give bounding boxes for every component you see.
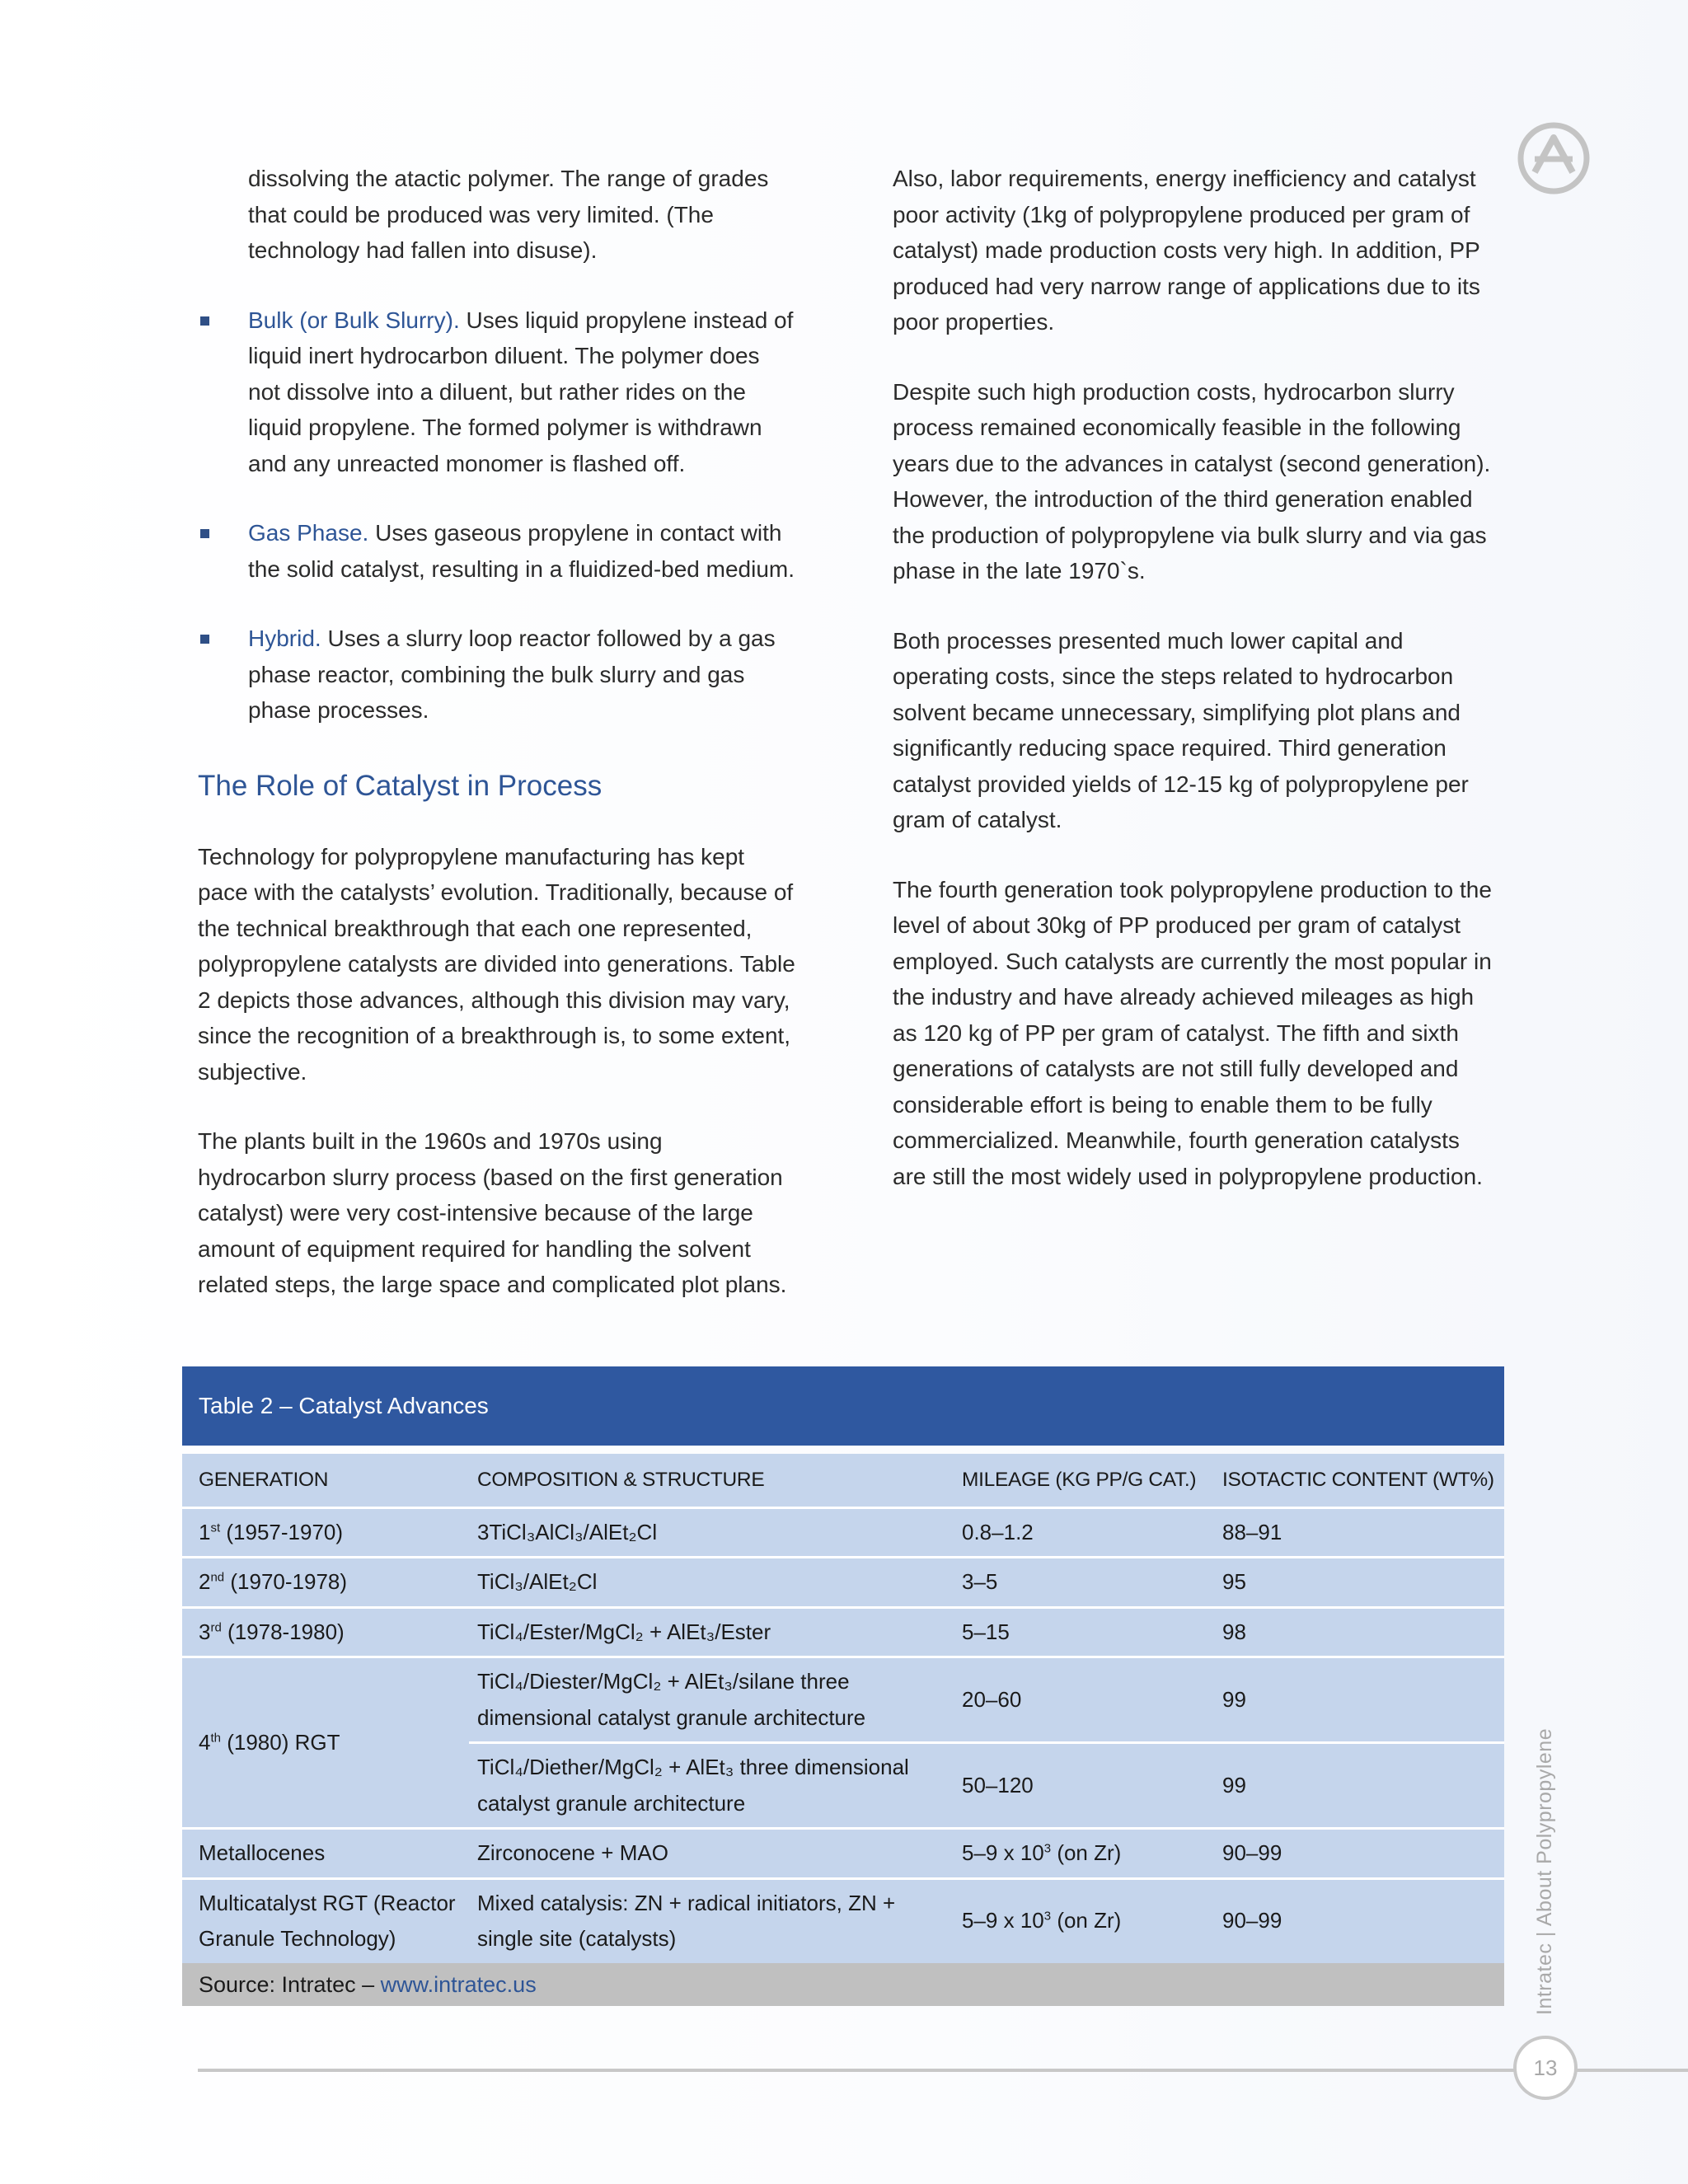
left-column: [198, 161, 795, 1303]
generation-cell: 4th (1980) RGT: [182, 1657, 469, 1829]
mileage-cell: 5–9 x $10^3$ (on Zr): [954, 1829, 1214, 1879]
mileage-cell: 0.8–1.2: [954, 1507, 1214, 1558]
table-header-row: [182, 1454, 1504, 1507]
isotactic-cell: 90–99: [1214, 1829, 1504, 1879]
composition-cell: TiCl₄/Diether/MgCl₂ + AlEt₃ three dimensional catalyst granule architecture: [469, 1743, 954, 1829]
mileage-cell: 50–120: [954, 1743, 1214, 1829]
column-header: COMPOSITION & STRUCTURE: [469, 1454, 954, 1507]
table-row: [182, 1657, 1504, 1743]
bullet-term: Bulk (or Bulk Slurry).: [248, 307, 460, 333]
bullet-term: Hybrid.: [248, 626, 321, 651]
bullet-square-icon: [200, 529, 209, 538]
table-row: [182, 1507, 1504, 1558]
mileage-cell: 5–15: [954, 1607, 1214, 1657]
paragraph: Despite such high production costs, hydrocarbon slurry process remained economically feasible in the following years due to the advances in catalyst (second generation). However, the introduction of the third generation enabled the production of polypropylene via bulk slurry and via gas phase in the late 1970`s.: [893, 378, 1491, 583]
generation-cell: Multicatalyst RGT (Reactor Granule Technology): [182, 1878, 469, 1963]
sidebar-label: Intratec | About Polypropylene: [1533, 1727, 1556, 2015]
table-row: [182, 1829, 1504, 1879]
composition-cell: TiCl₄/Diester/MgCl₂ + AlEt₃/silane three dimensional catalyst granule architecture: [469, 1657, 954, 1743]
paragraph: Both processes presented much lower capital and operating costs, since the steps related to hydrocarbon solvent became unnecessary, simplifying plot plans and significantly reducing space required. Third generation catalyst provided yields of 12-15 kg of polypropylene per gram of catalyst.: [893, 627, 1469, 832]
table-source: [182, 1963, 1504, 2006]
column-header: GENERATION: [182, 1454, 469, 1507]
paragraph: Also, labor requirements, energy inefficiency and catalyst poor activity (1kg of polypropylene produced per gram of catalyst) made production costs very high. In addition, PP produced had very narrow range of applications due to its poor properties.: [893, 166, 1480, 335]
bullet-text: Uses liquid propylene instead of liquid inert hydrocarbon diluent. The polymer does not dissolve into a diluent, but rather rides on the liquid propylene. The formed polymer is withdrawn and any unreacted monomer is flashed off.: [248, 307, 794, 476]
bullet-text: Uses gaseous propylene in contact with the solid catalyst, resulting in a fluidized-bed medium.: [248, 520, 795, 582]
page-number: 13: [1513, 2036, 1578, 2100]
intratec-logo-icon: [1517, 121, 1591, 195]
bullet-bulk: [198, 302, 795, 482]
column-header: MILEAGE (KG PP/G CAT.): [954, 1454, 1214, 1507]
bullet-square-icon: [200, 316, 209, 326]
composition-cell: Mixed catalysis: ZN + radical initiators, ZN + single site (catalysts): [469, 1878, 954, 1963]
isotactic-cell: 95: [1214, 1558, 1504, 1608]
section-heading: The Role of Catalyst in Process: [198, 769, 603, 802]
bullet-hybrid: [198, 621, 795, 729]
mileage-cell: 5–9 x $10^3$ (on Zr): [954, 1878, 1214, 1963]
mileage-cell: 20–60: [954, 1657, 1214, 1743]
isotactic-cell: 98: [1214, 1607, 1504, 1657]
paragraph: Technology for polypropylene manufacturing has kept pace with the catalysts’ evolution. Traditionally, because of the technical breakthrough that each one represented, polypropylene catalysts are divided into generations. Table 2 depicts those advances, although this division may vary, since the recognition of a breakthrough is, to some extent, subjective.: [198, 843, 795, 1085]
source-label: Source: Intratec –: [199, 1971, 381, 1997]
composition-cell: 3TiCl₃AlCl₃/AlEt₂Cl: [469, 1507, 954, 1558]
column-header: ISOTACTIC CONTENT (WT%): [1214, 1454, 1504, 1507]
table-row: [182, 1558, 1504, 1608]
right-column: [893, 161, 1494, 1194]
isotactic-cell: 88–91: [1214, 1507, 1504, 1558]
generation-cell: 3rd (1978-1980): [182, 1607, 469, 1657]
table-caption: Table 2 – Catalyst Advances: [182, 1366, 1504, 1446]
composition-cell: Zirconocene + MAO: [469, 1829, 954, 1879]
intro-continuation: dissolving the atactic polymer. The range of grades that could be produced was very limited. (The technology had fallen into disuse).: [248, 166, 769, 263]
table-row: [182, 1607, 1504, 1657]
table-row: [182, 1878, 1504, 1963]
data-table: [182, 1454, 1504, 1963]
mileage-cell: 3–5: [954, 1558, 1214, 1608]
composition-cell: TiCl₄/Ester/MgCl₂ + AlEt₃/Ester: [469, 1607, 954, 1657]
generation-cell: 2nd (1970-1978): [182, 1558, 469, 1608]
bullet-term: Gas Phase.: [248, 520, 369, 546]
generation-cell: 1st (1957-1970): [182, 1507, 469, 1558]
footer-rule: [198, 2069, 1688, 2072]
isotactic-cell: 99: [1214, 1657, 1504, 1743]
generation-cell: Metallocenes: [182, 1829, 469, 1879]
isotactic-cell: 99: [1214, 1743, 1504, 1829]
bullet-gas-phase: [198, 515, 795, 587]
bullet-text: Uses a slurry loop reactor followed by a gas phase reactor, combining the bulk slurry and gas phase processes.: [248, 626, 776, 723]
catalyst-table: [182, 1366, 1504, 2006]
paragraph: The fourth generation took polypropylene production to the level of about 30kg of PP produced per gram of catalyst employed. Such catalysts are currently the most popular in the industry and have already achieved mileages as high as 120 kg of PP per gram of catalyst. The fifth and sixth generations of catalysts are not still fully developed and considerable effort is being to enable them to be fully commercialized. Meanwhile, fourth generation catalysts are still the most widely used in polypropylene production.: [893, 876, 1492, 1189]
paragraph: The plants built in the 1960s and 1970s using hydrocarbon slurry process (based on the first generation catalyst) were very cost-intensive because of the large amount of equipment required for handling the solvent related steps, the large space and complicated plot plans.: [198, 1128, 787, 1297]
isotactic-cell: 90–99: [1214, 1878, 1504, 1963]
source-link[interactable]: www.intratec.us: [380, 1971, 537, 1997]
composition-cell: TiCl₃/AlEt₂Cl: [469, 1558, 954, 1608]
bullet-square-icon: [200, 635, 209, 644]
